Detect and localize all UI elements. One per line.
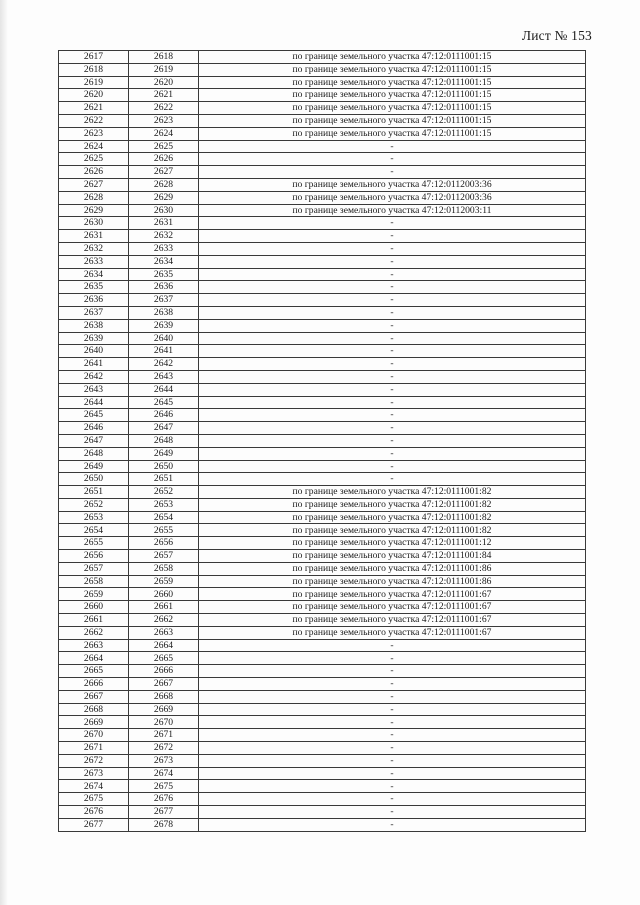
boundary-description-cell: - xyxy=(199,396,586,409)
boundary-description-cell: по границе земельного участка 47:12:0111001:82 xyxy=(199,511,586,524)
boundary-description-cell: - xyxy=(199,665,586,678)
from-point-cell: 2665 xyxy=(59,665,129,678)
table-row xyxy=(59,89,586,102)
from-point-cell: 2676 xyxy=(59,806,129,819)
boundary-description-cell: - xyxy=(199,345,586,358)
table-row xyxy=(59,178,586,191)
to-point-cell: 2665 xyxy=(129,652,199,665)
from-point-cell: 2641 xyxy=(59,358,129,371)
boundary-description-cell: по границе земельного участка 47:12:0111001:67 xyxy=(199,626,586,639)
from-point-cell: 2661 xyxy=(59,614,129,627)
from-point-cell: 2660 xyxy=(59,601,129,614)
table-row xyxy=(59,588,586,601)
from-point-cell: 2636 xyxy=(59,294,129,307)
to-point-cell: 2673 xyxy=(129,754,199,767)
from-point-cell: 2638 xyxy=(59,319,129,332)
to-point-cell: 2635 xyxy=(129,268,199,281)
to-point-cell: 2630 xyxy=(129,204,199,217)
boundary-description-cell: по границе земельного участка 47:12:0112003:11 xyxy=(199,204,586,217)
table-row xyxy=(59,780,586,793)
to-point-cell: 2669 xyxy=(129,703,199,716)
to-point-cell: 2632 xyxy=(129,230,199,243)
page-number-label: Лист № 153 xyxy=(521,28,592,43)
table-row xyxy=(59,601,586,614)
from-point-cell: 2673 xyxy=(59,767,129,780)
table-row xyxy=(59,754,586,767)
boundary-table-container xyxy=(58,50,585,832)
from-point-cell: 2628 xyxy=(59,191,129,204)
to-point-cell: 2620 xyxy=(129,76,199,89)
table-row xyxy=(59,716,586,729)
from-point-cell: 2656 xyxy=(59,550,129,563)
boundary-description-cell: по границе земельного участка 47:12:0111001:84 xyxy=(199,550,586,563)
from-point-cell: 2622 xyxy=(59,114,129,127)
table-row xyxy=(59,127,586,140)
boundary-description-cell: - xyxy=(199,652,586,665)
from-point-cell: 2652 xyxy=(59,498,129,511)
boundary-description-cell: - xyxy=(199,255,586,268)
from-point-cell: 2621 xyxy=(59,102,129,115)
table-row xyxy=(59,575,586,588)
boundary-table xyxy=(58,50,586,832)
from-point-cell: 2671 xyxy=(59,742,129,755)
table-row xyxy=(59,524,586,537)
to-point-cell: 2626 xyxy=(129,153,199,166)
to-point-cell: 2638 xyxy=(129,306,199,319)
to-point-cell: 2664 xyxy=(129,639,199,652)
from-point-cell: 2651 xyxy=(59,486,129,499)
from-point-cell: 2646 xyxy=(59,422,129,435)
table-row xyxy=(59,447,586,460)
from-point-cell: 2653 xyxy=(59,511,129,524)
to-point-cell: 2627 xyxy=(129,166,199,179)
to-point-cell: 2648 xyxy=(129,434,199,447)
to-point-cell: 2631 xyxy=(129,217,199,230)
from-point-cell: 2662 xyxy=(59,626,129,639)
boundary-description-cell: - xyxy=(199,754,586,767)
table-row xyxy=(59,511,586,524)
table-row xyxy=(59,434,586,447)
table-row xyxy=(59,281,586,294)
to-point-cell: 2662 xyxy=(129,614,199,627)
boundary-description-cell: - xyxy=(199,153,586,166)
boundary-description-cell: по границе земельного участка 47:12:0111001:86 xyxy=(199,575,586,588)
boundary-description-cell: по границе земельного участка 47:12:0112003:36 xyxy=(199,191,586,204)
from-point-cell: 2645 xyxy=(59,409,129,422)
to-point-cell: 2663 xyxy=(129,626,199,639)
to-point-cell: 2651 xyxy=(129,473,199,486)
table-row xyxy=(59,626,586,639)
from-point-cell: 2663 xyxy=(59,639,129,652)
table-row xyxy=(59,460,586,473)
from-point-cell: 2649 xyxy=(59,460,129,473)
boundary-description-cell: - xyxy=(199,166,586,179)
table-row xyxy=(59,537,586,550)
from-point-cell: 2624 xyxy=(59,140,129,153)
boundary-description-cell: - xyxy=(199,793,586,806)
from-point-cell: 2667 xyxy=(59,690,129,703)
boundary-description-cell: по границе земельного участка 47:12:0111001:15 xyxy=(199,76,586,89)
from-point-cell: 2672 xyxy=(59,754,129,767)
table-row xyxy=(59,63,586,76)
table-row xyxy=(59,383,586,396)
boundary-description-cell: - xyxy=(199,319,586,332)
to-point-cell: 2678 xyxy=(129,818,199,831)
table-row xyxy=(59,268,586,281)
table-row xyxy=(59,358,586,371)
boundary-description-cell: - xyxy=(199,473,586,486)
from-point-cell: 2617 xyxy=(59,51,129,64)
boundary-description-cell: - xyxy=(199,460,586,473)
table-row xyxy=(59,345,586,358)
to-point-cell: 2618 xyxy=(129,51,199,64)
from-point-cell: 2634 xyxy=(59,268,129,281)
to-point-cell: 2645 xyxy=(129,396,199,409)
boundary-description-cell: по границе земельного участка 47:12:0111001:82 xyxy=(199,498,586,511)
to-point-cell: 2640 xyxy=(129,332,199,345)
table-row xyxy=(59,703,586,716)
boundary-description-cell: - xyxy=(199,716,586,729)
table-row xyxy=(59,306,586,319)
to-point-cell: 2623 xyxy=(129,114,199,127)
to-point-cell: 2644 xyxy=(129,383,199,396)
boundary-description-cell: по границе земельного участка 47:12:0111001:15 xyxy=(199,89,586,102)
boundary-description-cell: по границе земельного участка 47:12:0111001:67 xyxy=(199,588,586,601)
from-point-cell: 2630 xyxy=(59,217,129,230)
boundary-description-cell: - xyxy=(199,332,586,345)
boundary-description-cell: - xyxy=(199,422,586,435)
to-point-cell: 2654 xyxy=(129,511,199,524)
boundary-description-cell: - xyxy=(199,140,586,153)
from-point-cell: 2668 xyxy=(59,703,129,716)
to-point-cell: 2652 xyxy=(129,486,199,499)
boundary-description-cell: по границе земельного участка 47:12:0111001:15 xyxy=(199,102,586,115)
to-point-cell: 2666 xyxy=(129,665,199,678)
to-point-cell: 2628 xyxy=(129,178,199,191)
table-row xyxy=(59,76,586,89)
table-row xyxy=(59,729,586,742)
table-row xyxy=(59,562,586,575)
to-point-cell: 2621 xyxy=(129,89,199,102)
to-point-cell: 2619 xyxy=(129,63,199,76)
table-row xyxy=(59,102,586,115)
boundary-description-cell: - xyxy=(199,306,586,319)
table-row xyxy=(59,217,586,230)
table-row xyxy=(59,690,586,703)
from-point-cell: 2677 xyxy=(59,818,129,831)
table-row xyxy=(59,255,586,268)
boundary-description-cell: по границе земельного участка 47:12:0111001:82 xyxy=(199,524,586,537)
from-point-cell: 2644 xyxy=(59,396,129,409)
to-point-cell: 2622 xyxy=(129,102,199,115)
boundary-description-cell: - xyxy=(199,434,586,447)
table-row xyxy=(59,140,586,153)
table-row xyxy=(59,396,586,409)
boundary-description-cell: - xyxy=(199,639,586,652)
boundary-description-cell: - xyxy=(199,358,586,371)
table-row xyxy=(59,370,586,383)
from-point-cell: 2648 xyxy=(59,447,129,460)
table-row xyxy=(59,793,586,806)
to-point-cell: 2642 xyxy=(129,358,199,371)
to-point-cell: 2674 xyxy=(129,767,199,780)
to-point-cell: 2656 xyxy=(129,537,199,550)
boundary-description-cell: по границе земельного участка 47:12:0111001:15 xyxy=(199,127,586,140)
from-point-cell: 2639 xyxy=(59,332,129,345)
table-row xyxy=(59,422,586,435)
boundary-description-cell: - xyxy=(199,780,586,793)
from-point-cell: 2657 xyxy=(59,562,129,575)
from-point-cell: 2643 xyxy=(59,383,129,396)
to-point-cell: 2671 xyxy=(129,729,199,742)
to-point-cell: 2661 xyxy=(129,601,199,614)
table-row xyxy=(59,486,586,499)
table-row xyxy=(59,767,586,780)
from-point-cell: 2647 xyxy=(59,434,129,447)
table-row xyxy=(59,652,586,665)
from-point-cell: 2658 xyxy=(59,575,129,588)
to-point-cell: 2625 xyxy=(129,140,199,153)
boundary-description-cell: по границе земельного участка 47:12:0111001:86 xyxy=(199,562,586,575)
boundary-description-cell: - xyxy=(199,217,586,230)
table-row xyxy=(59,473,586,486)
from-point-cell: 2664 xyxy=(59,652,129,665)
from-point-cell: 2654 xyxy=(59,524,129,537)
from-point-cell: 2626 xyxy=(59,166,129,179)
to-point-cell: 2634 xyxy=(129,255,199,268)
boundary-description-cell: по границе земельного участка 47:12:0111001:15 xyxy=(199,51,586,64)
table-row xyxy=(59,409,586,422)
table-row xyxy=(59,166,586,179)
from-point-cell: 2674 xyxy=(59,780,129,793)
table-row xyxy=(59,614,586,627)
boundary-description-cell: по границе земельного участка 47:12:0111001:12 xyxy=(199,537,586,550)
to-point-cell: 2660 xyxy=(129,588,199,601)
from-point-cell: 2623 xyxy=(59,127,129,140)
to-point-cell: 2676 xyxy=(129,793,199,806)
table-row xyxy=(59,242,586,255)
boundary-description-cell: - xyxy=(199,294,586,307)
boundary-description-cell: по границе земельного участка 47:12:0111001:67 xyxy=(199,614,586,627)
from-point-cell: 2669 xyxy=(59,716,129,729)
to-point-cell: 2649 xyxy=(129,447,199,460)
table-row xyxy=(59,114,586,127)
table-row xyxy=(59,498,586,511)
from-point-cell: 2675 xyxy=(59,793,129,806)
table-row xyxy=(59,678,586,691)
from-point-cell: 2640 xyxy=(59,345,129,358)
table-row xyxy=(59,204,586,217)
to-point-cell: 2641 xyxy=(129,345,199,358)
boundary-description-cell: - xyxy=(199,690,586,703)
from-point-cell: 2659 xyxy=(59,588,129,601)
from-point-cell: 2635 xyxy=(59,281,129,294)
to-point-cell: 2650 xyxy=(129,460,199,473)
boundary-description-cell: - xyxy=(199,268,586,281)
from-point-cell: 2650 xyxy=(59,473,129,486)
from-point-cell: 2619 xyxy=(59,76,129,89)
from-point-cell: 2655 xyxy=(59,537,129,550)
to-point-cell: 2657 xyxy=(129,550,199,563)
from-point-cell: 2618 xyxy=(59,63,129,76)
table-row xyxy=(59,550,586,563)
scan-edge-shadow xyxy=(0,0,8,905)
from-point-cell: 2633 xyxy=(59,255,129,268)
to-point-cell: 2643 xyxy=(129,370,199,383)
from-point-cell: 2666 xyxy=(59,678,129,691)
to-point-cell: 2639 xyxy=(129,319,199,332)
to-point-cell: 2659 xyxy=(129,575,199,588)
from-point-cell: 2631 xyxy=(59,230,129,243)
boundary-description-cell: - xyxy=(199,703,586,716)
boundary-description-cell: - xyxy=(199,818,586,831)
to-point-cell: 2636 xyxy=(129,281,199,294)
to-point-cell: 2672 xyxy=(129,742,199,755)
boundary-description-cell: - xyxy=(199,678,586,691)
from-point-cell: 2670 xyxy=(59,729,129,742)
boundary-description-cell: - xyxy=(199,409,586,422)
to-point-cell: 2647 xyxy=(129,422,199,435)
to-point-cell: 2670 xyxy=(129,716,199,729)
table-row xyxy=(59,153,586,166)
to-point-cell: 2658 xyxy=(129,562,199,575)
table-row xyxy=(59,191,586,204)
to-point-cell: 2633 xyxy=(129,242,199,255)
to-point-cell: 2629 xyxy=(129,191,199,204)
table-row xyxy=(59,230,586,243)
from-point-cell: 2629 xyxy=(59,204,129,217)
to-point-cell: 2677 xyxy=(129,806,199,819)
boundary-description-cell: - xyxy=(199,230,586,243)
to-point-cell: 2653 xyxy=(129,498,199,511)
boundary-description-cell: по границе земельного участка 47:12:0111001:15 xyxy=(199,114,586,127)
from-point-cell: 2637 xyxy=(59,306,129,319)
from-point-cell: 2632 xyxy=(59,242,129,255)
from-point-cell: 2620 xyxy=(59,89,129,102)
boundary-description-cell: - xyxy=(199,447,586,460)
boundary-description-cell: по границе земельного участка 47:12:0111001:67 xyxy=(199,601,586,614)
table-row xyxy=(59,818,586,831)
table-row xyxy=(59,332,586,345)
table-row xyxy=(59,51,586,64)
to-point-cell: 2668 xyxy=(129,690,199,703)
table-row xyxy=(59,639,586,652)
boundary-description-cell: - xyxy=(199,742,586,755)
boundary-description-cell: - xyxy=(199,767,586,780)
boundary-description-cell: - xyxy=(199,806,586,819)
table-row xyxy=(59,742,586,755)
boundary-description-cell: - xyxy=(199,729,586,742)
boundary-table-body xyxy=(59,51,586,832)
from-point-cell: 2625 xyxy=(59,153,129,166)
boundary-description-cell: по границе земельного участка 47:12:0112003:36 xyxy=(199,178,586,191)
from-point-cell: 2642 xyxy=(59,370,129,383)
to-point-cell: 2646 xyxy=(129,409,199,422)
table-row xyxy=(59,319,586,332)
to-point-cell: 2624 xyxy=(129,127,199,140)
boundary-description-cell: - xyxy=(199,281,586,294)
table-row xyxy=(59,806,586,819)
from-point-cell: 2627 xyxy=(59,178,129,191)
boundary-description-cell: - xyxy=(199,242,586,255)
to-point-cell: 2675 xyxy=(129,780,199,793)
to-point-cell: 2637 xyxy=(129,294,199,307)
boundary-description-cell: - xyxy=(199,383,586,396)
table-row xyxy=(59,294,586,307)
to-point-cell: 2655 xyxy=(129,524,199,537)
table-row xyxy=(59,665,586,678)
boundary-description-cell: по границе земельного участка 47:12:0111001:82 xyxy=(199,486,586,499)
boundary-description-cell: по границе земельного участка 47:12:0111001:15 xyxy=(199,63,586,76)
to-point-cell: 2667 xyxy=(129,678,199,691)
boundary-description-cell: - xyxy=(199,370,586,383)
